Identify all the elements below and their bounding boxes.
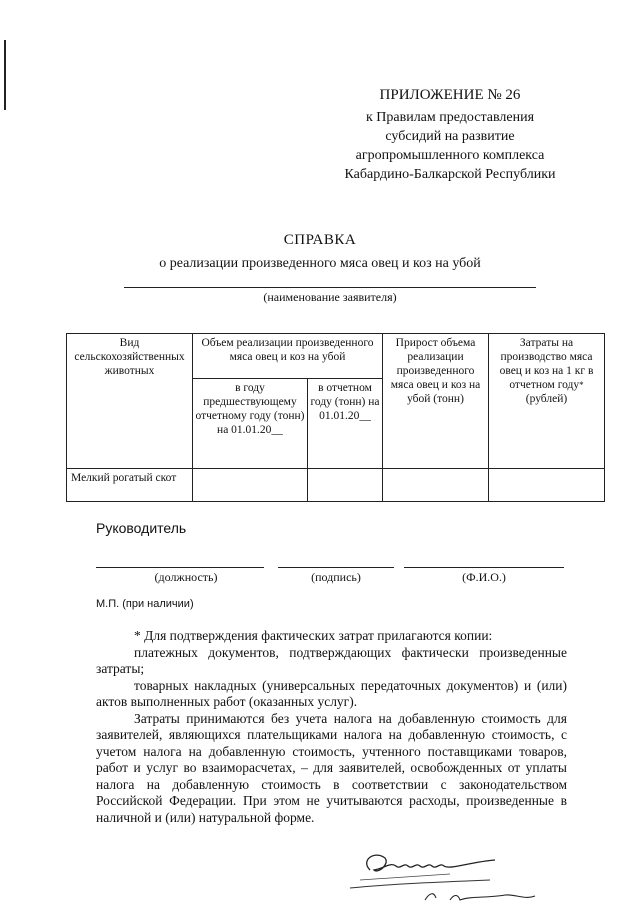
col-header-growth: Прирост объема реализации произведенного мяса овец и коз на убой (тонн) [383, 334, 489, 469]
cell-growth[interactable] [383, 469, 489, 502]
margin-line [4, 40, 6, 110]
footnote-paragraph: товарных накладных (универсальных передаточных документов) и (или) актов выполненных работ (оказанных услуг). [96, 677, 567, 709]
footnote-paragraph: Затраты принимаются без учета налога на добавленную стоимость для заявителей, являющихся плательщиками налога на добавленную стоимость, с учетом налога на добавленную стоимость, учтенного поставщиками товаров, работ и услуг во взаиморасчетах, – для заявителей, освобожденных от уплаты налога на добавленную стоимость в соответствии с законодательством Российской Федерации. При этом не учитываются расходы, произведенные в наличной и (или) натуральной форме. [96, 710, 567, 825]
appendix-line-1: к Правилам предоставления [365, 110, 535, 125]
col-header-report-year: в отчетном году (тонн) на 01.01.20__ [308, 379, 383, 469]
col-header-animal: Вид сельскохозяйственных животных [67, 334, 193, 469]
table-row [67, 469, 605, 502]
footnote-block [96, 628, 567, 826]
handwritten-signature [330, 840, 570, 905]
col-header-costs-text: Затраты на производство мяса овец и коз на 1 кг в отчетном году [499, 337, 594, 391]
stamp-label: М.П. (при наличии) [96, 598, 194, 610]
document-title: СПРАВКА [283, 232, 357, 248]
head-label: Руководитель [96, 520, 187, 536]
name-label: (Ф.И.О.) [462, 570, 506, 584]
cell-report-year[interactable] [308, 469, 383, 502]
applicant-line [124, 287, 536, 288]
appendix-block [310, 86, 590, 184]
position-label: (должность) [154, 570, 218, 584]
appendix-line-3: агропромышленного комплекса [355, 148, 545, 163]
col-header-costs-footnote-mark: * [579, 380, 584, 390]
cell-costs[interactable] [489, 469, 605, 502]
appendix-line-2: субсидий на развитие [385, 129, 515, 144]
col-header-volume: Объем реализации произведенного мяса овец и коз на убой [193, 334, 383, 379]
document-subtitle: о реализации произведенного мяса овец и коз на убой [159, 256, 481, 271]
signature-label: (подпись) [311, 570, 361, 584]
cell-prev-year[interactable] [193, 469, 308, 502]
cell-animal: Мелкий рогатый скот [67, 469, 193, 502]
col-header-costs-unit: (рублей) [525, 393, 568, 405]
position-line [96, 567, 264, 568]
appendix-title: ПРИЛОЖЕНИЕ № 26 [379, 87, 521, 103]
col-header-prev-year: в году предшествующему отчетному году (тонн) на 01.01.20__ [193, 379, 308, 469]
col-header-costs [489, 334, 605, 469]
appendix-line-4: Кабардино-Балкарской Республики [344, 167, 556, 182]
footnote-paragraph: платежных документов, подтверждающих фактически произведенные затраты; [96, 644, 567, 676]
footnote-paragraph: * Для подтверждения фактических затрат прилагаются копии: [134, 628, 493, 643]
applicant-label: (наименование заявителя) [263, 290, 397, 304]
table-header-row [67, 334, 605, 379]
signature-line [278, 567, 394, 568]
name-line [404, 567, 564, 568]
data-table [66, 333, 605, 502]
